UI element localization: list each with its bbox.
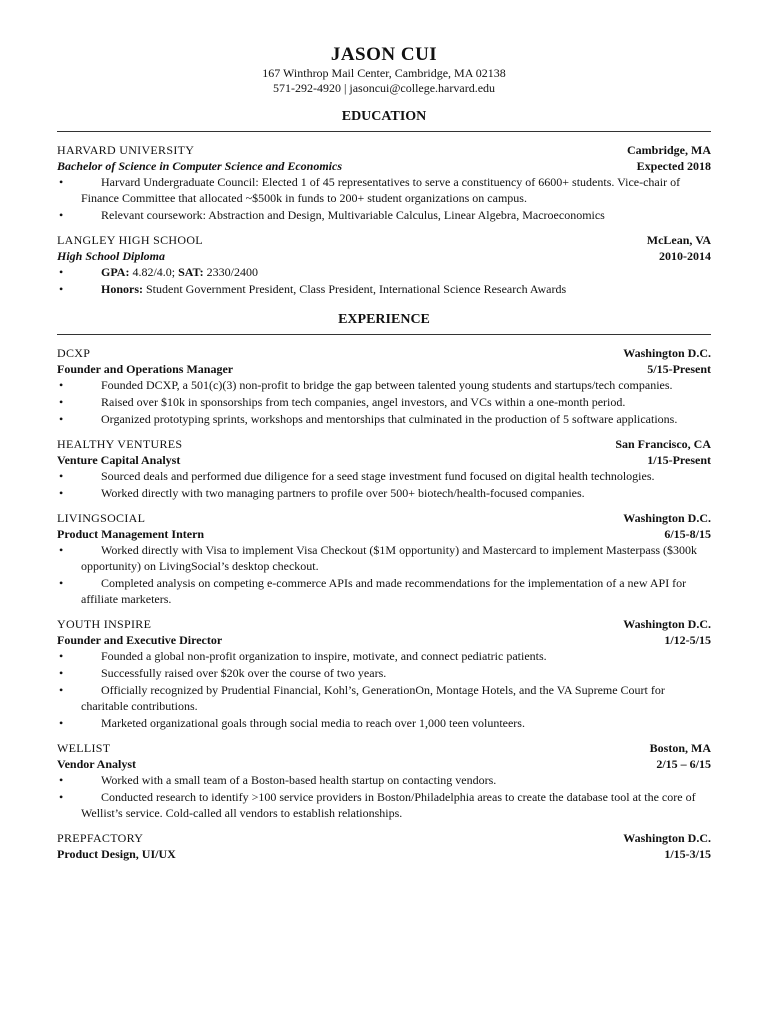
gpa-label: GPA: [101,265,130,279]
education-heading: EDUCATION [341,109,427,124]
degree: High School Diploma [57,249,166,263]
gpa-value: 4.82/4.0; [129,265,179,279]
date-range: 6/15-8/15 [664,527,711,541]
list-item: • Conducted research to identify >100 service providers in Boston/Philadelphia areas to create the database tool at the core of Wellist’s service. Cold-called all vendors to establish relationships. [59,790,696,820]
list-item: • Marketed organizational goals through social media to reach over 1,000 teen volunteers. [59,716,525,730]
bullet-icon: • [59,175,64,189]
org-location: Boston, MA [649,741,711,755]
experience-heading: EXPERIENCE [338,312,430,327]
sat-label: SAT: [178,265,204,279]
org-location: Washington D.C. [623,511,711,525]
bullet-icon: • [59,790,64,804]
bullet-list [57,468,711,501]
org-name: HARVARD UNIVERSITY [57,143,195,157]
org-location: Washington D.C. [623,346,711,360]
date-range: 2010-2014 [659,249,711,263]
bullet-icon: • [59,469,64,483]
experience-entry-prepfactory [57,830,711,862]
bullet-list [57,174,711,223]
bullet-icon: • [59,282,64,296]
date-range: 5/15-Present [647,362,711,376]
list-item: • Harvard Undergraduate Council: Elected 1 of 45 representatives to serve a constituency of 6600+ students. Vice-chair of Finance Committee that allocated ~$500k in funds to 200+ student organizations on campus. [59,175,681,205]
job-title: Founder and Executive Director [57,633,223,647]
experience-entry-wellist [57,740,711,821]
date-range: 1/15-Present [647,453,711,467]
bullet-icon: • [59,265,64,279]
org-location: McLean, VA [646,233,711,247]
org-location: Cambridge, MA [627,143,711,157]
education-entry-langley [57,232,711,297]
degree: Bachelor of Science in Computer Science and Economics [57,159,342,173]
list-item: • Successfully raised over $20k over the course of two years. [59,666,387,680]
org-location: Washington D.C. [623,831,711,845]
org-name: LANGLEY HIGH SCHOOL [57,233,203,247]
list-item: • Organized prototyping sprints, workshops and mentorships that culminated in the production of 5 software applications. [59,412,678,426]
job-title: Founder and Operations Manager [57,362,234,376]
bullet-list [57,542,711,607]
list-item: • Sourced deals and performed due diligence for a seed stage investment fund focused on digital health technologies. [59,469,655,483]
list-item [57,281,711,297]
org-name: LIVINGSOCIAL [57,511,146,525]
list-item: • Completed analysis on competing e-commerce APIs and made recommendations for the implementation of a new API for affiliate marketers. [59,576,687,606]
org-location: San Francisco, CA [615,437,711,451]
bullet-icon: • [59,716,64,730]
list-item: • Worked directly with Visa to implement Visa Checkout ($1M opportunity) and Mastercard to implement Masterpass ($300k opportunity) on LivingSocial’s desktop checkout. [59,543,698,573]
bullet-icon: • [59,649,64,663]
bullet-list [57,648,711,731]
bullet-list [57,264,711,297]
resume-page [57,44,711,871]
org-name: DCXP [57,346,91,360]
contact-address: 167 Winthrop Mail Center, Cambridge, MA 02138 [262,66,506,80]
bullet-list [57,377,711,427]
experience-entry-livingsocial [57,510,711,607]
bullet-icon: • [59,412,64,426]
date-range: 2/15 – 6/15 [656,757,711,771]
org-name: PREPFACTORY [57,831,144,845]
list-item: • Founded a global non-profit organization to inspire, motivate, and connect pediatric patients. [59,649,547,663]
bullet-list [57,772,711,821]
bullet-icon: • [59,486,64,500]
sat-value: 2330/2400 [203,265,259,279]
date-range: 1/15-3/15 [664,847,711,861]
job-title: Vendor Analyst [57,757,137,771]
org-name: WELLIST [57,741,111,755]
date-range: Expected 2018 [636,159,711,173]
bullet-icon: • [59,773,64,787]
candidate-name: JASON CUI [330,44,438,65]
list-item: • Founded DCXP, a 501(c)(3) non-profit to bridge the gap between talented young students and startups/tech companies. [59,378,673,392]
bullet-icon: • [59,208,64,222]
org-name: HEALTHY VENTURES [57,437,183,451]
list-item [57,264,711,280]
job-title: Product Design, UI/UX [57,847,176,861]
experience-entry-healthy-ventures [57,436,711,501]
list-item: • Worked with a small team of a Boston-based health startup on contacting vendors. [59,773,497,787]
education-divider [57,131,711,132]
list-item: • Officially recognized by Prudential Financial, Kohl’s, GenerationOn, Montage Hotels, and the VA Supreme Court for charitable contributions. [59,683,665,713]
experience-entry-youth-inspire [57,616,711,731]
bullet-icon: • [59,395,64,409]
job-title: Product Management Intern [57,527,205,541]
org-name: YOUTH INSPIRE [57,617,152,631]
list-item: • Worked directly with two managing partners to profile over 500+ biotech/health-focused companies. [59,486,585,500]
job-title: Venture Capital Analyst [57,453,181,467]
bullet-icon: • [59,683,64,697]
list-item: • Relevant coursework: Abstraction and Design, Multivariable Calculus, Linear Algebra, Macroeconomics [59,208,605,222]
contact-phone-email: 571-292-4920 | jasoncui@college.harvard.edu [272,81,496,95]
bullet-icon: • [59,378,64,392]
bullet-icon: • [59,576,64,590]
experience-divider [57,334,711,335]
experience-entry-dcxp [57,345,711,427]
org-location: Washington D.C. [623,617,711,631]
bullet-icon: • [59,543,64,557]
honors-label: Honors: [101,282,143,296]
education-entry-harvard [57,142,711,223]
honors-value: Student Government President, Class President, International Science Research Awards [143,282,567,296]
list-item: • Raised over $10k in sponsorships from tech companies, angel investors, and VCs within a one-month period. [59,395,626,409]
date-range: 1/12-5/15 [664,633,711,647]
bullet-icon: • [59,666,64,680]
